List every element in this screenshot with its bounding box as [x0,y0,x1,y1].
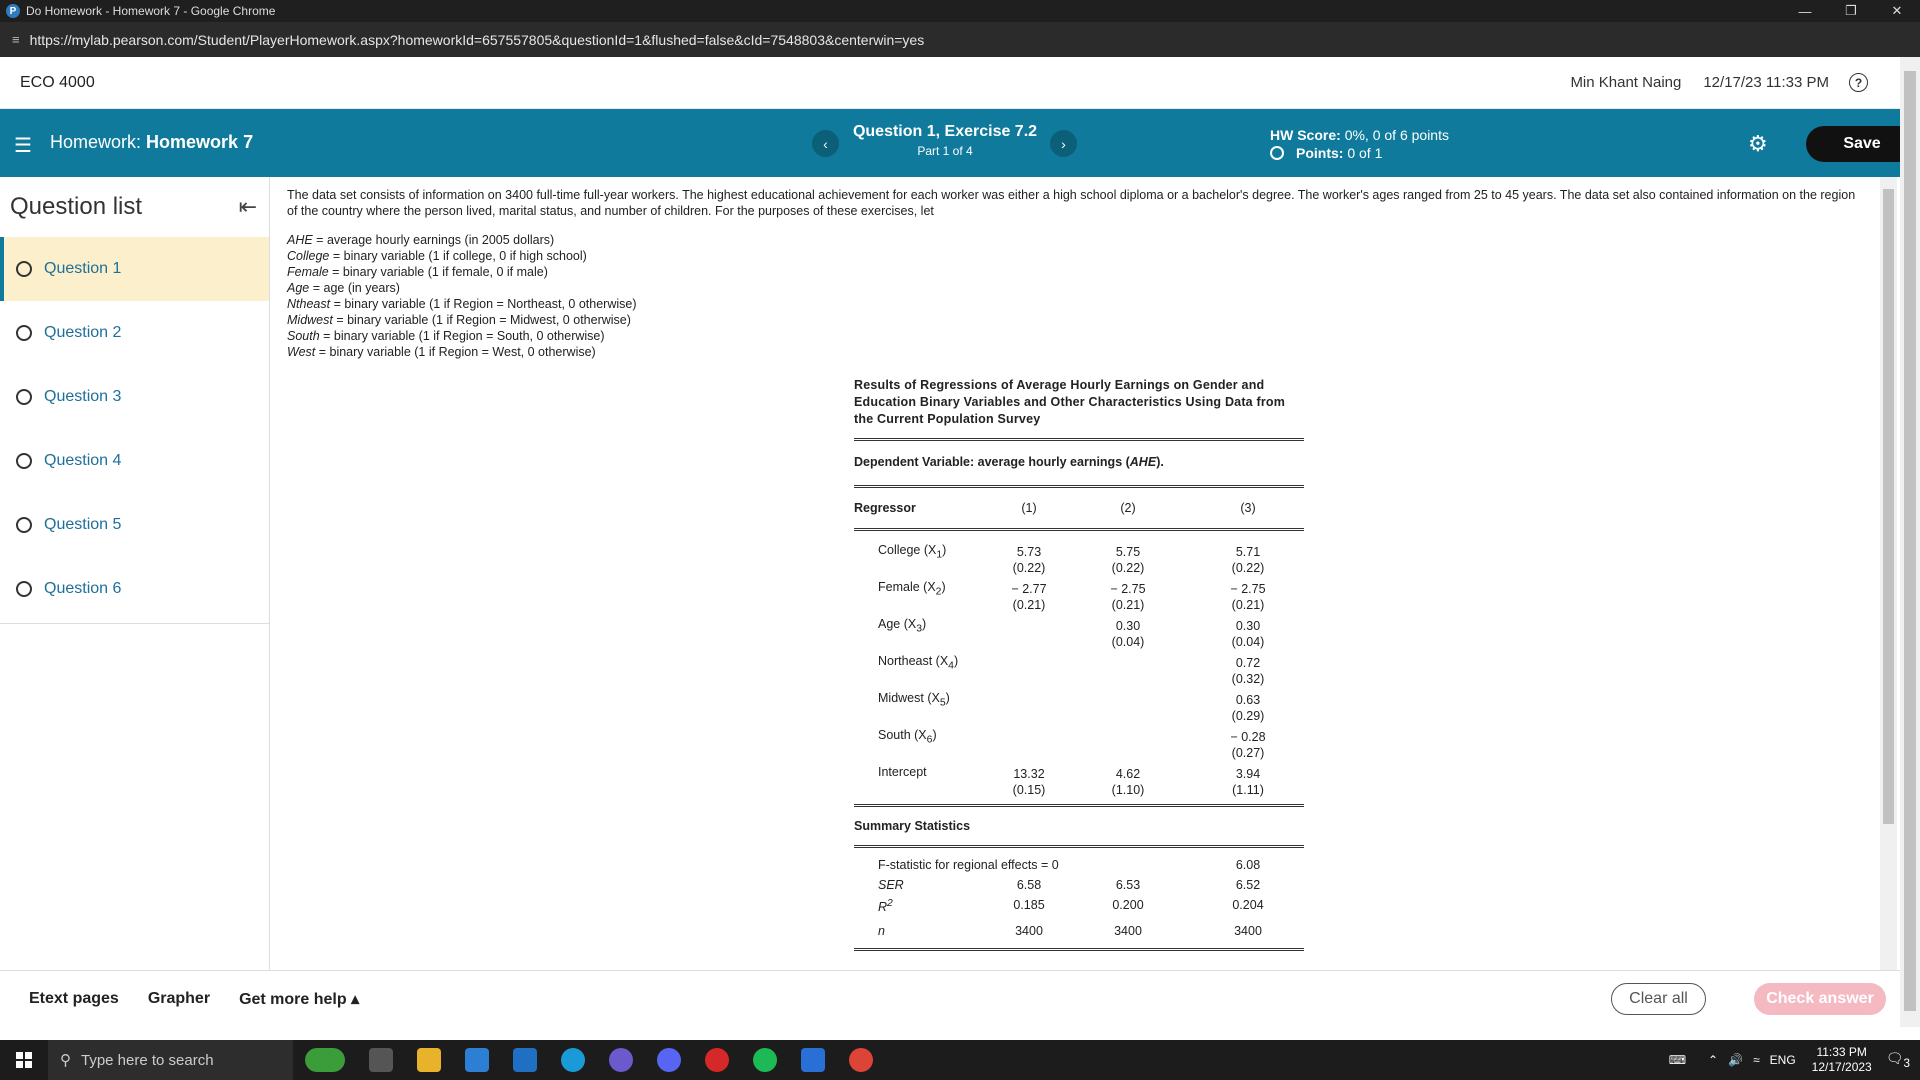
chrome-icon[interactable] [849,1048,873,1072]
course-name: ECO 4000 [20,73,95,91]
points-circle-icon [1270,146,1284,160]
question-content [271,177,1880,970]
sidebar-item-label: Question 2 [44,324,122,341]
table-cell: 3.94 (1.11) [1232,767,1264,797]
table-cell: − 2.75 (0.21) [1230,582,1266,612]
table-row [854,615,1304,652]
task-view-icon[interactable] [369,1048,393,1072]
notification-count: 3 [1903,1056,1910,1070]
col-header-3: (3) [1240,501,1256,515]
grapher-link[interactable]: Grapher [147,990,211,1007]
dependent-variable: Dependent Variable: average hourly earnings (AHE). [854,455,1164,469]
regressor-header: Regressor [854,501,916,515]
table-row [854,726,1304,763]
status-circle-icon [16,389,32,405]
window-title: Do Homework - Homework 7 - Google Chrome [26,4,276,18]
system-tray [1669,1040,1920,1080]
table-rule [854,948,1304,951]
summary-label: $R^2$ [878,898,893,915]
table-cell: 0.63 (0.29) [1231,693,1265,723]
bottom-toolbar [0,970,1900,1027]
watermelon-widget-icon[interactable] [305,1048,345,1072]
summary-label: F-statistic for regional effects = 0 [878,858,1059,872]
wifi-icon[interactable]: ≈ [1753,1053,1760,1067]
variable-definitions [287,232,637,360]
status-circle-icon [16,453,32,469]
table-cell: 0.30 (0.04) [1231,619,1265,649]
sidebar-item-question-3[interactable] [0,365,269,429]
browser-title-bar [0,0,1920,22]
windows-start-icon[interactable] [0,1040,48,1080]
summary-row [854,922,1304,944]
points-label: Points: [1296,145,1344,161]
table-row [854,578,1304,615]
hw-score-value: 0%, 0 of 6 points [1344,127,1449,143]
sidebar-item-question-1[interactable] [0,237,269,301]
app-header [0,57,1900,109]
language-indicator[interactable]: ENG [1769,1053,1796,1067]
summary-label: SER [878,878,904,892]
summary-cell: 0.204 [1232,898,1264,912]
notification-icon[interactable]: $🗨_3$ [1885,1050,1910,1070]
homework-bar [0,109,1900,177]
minimize-icon[interactable]: — [1798,3,1812,19]
table-title: Results of Regressions of Average Hourly Earnings on Gender and Education Binary Variables and Other Characteristics Using Data from the Current Population Survey [854,378,1286,426]
regressor-label: College $(X_1)$ [878,543,947,561]
spotify-icon[interactable] [753,1048,777,1072]
definition-row: Female = binary variable (1 if female, 0 if male) [287,265,548,279]
question-list-heading: Question list [10,193,143,220]
clear-all-button[interactable]: Clear all [1611,983,1706,1015]
regressor-label: Northeast $(X_4)$ [878,654,959,672]
summary-cell: 3400 [1234,924,1262,938]
file-explorer-icon[interactable] [417,1048,441,1072]
sidebar-item-label: Question 4 [44,452,122,469]
table-cell: 4.62 (1.10) [1111,767,1145,797]
clock-date: 12/17/2023 [1811,1060,1872,1074]
page-scrollbar[interactable] [1900,57,1920,1027]
header-datetime: 12/17/23 11:33 PM [1703,74,1829,91]
table-cell: 5.71 (0.22) [1231,545,1265,575]
windows-taskbar [0,1040,1920,1080]
definition-row: West = binary variable (1 if Region = West, 0 otherwise) [287,345,596,359]
page-scroll-thumb[interactable] [1904,71,1916,1011]
next-question-button[interactable]: › [1050,130,1077,157]
summary-cell: 6.58 [1016,878,1042,892]
clock-time: 11:33 PM [1816,1045,1867,1059]
previous-question-button[interactable]: ‹ [812,130,839,157]
col-header-2: (2) [1120,501,1136,515]
mail-icon[interactable] [513,1048,537,1072]
table-cell: − 2.77 (0.21) [1011,582,1047,612]
status-circle-icon [16,517,32,533]
regressor-label: Age $(X_3)$ [878,617,927,635]
restore-icon[interactable]: ❐ [1845,3,1857,18]
score-panel [1270,126,1449,162]
store-icon[interactable] [465,1048,489,1072]
address-bar[interactable] [0,22,1920,57]
summary-cell: 3400 [1015,924,1043,938]
menu-icon[interactable]: ☰ [14,135,32,157]
user-name[interactable]: Min Khant Naing [1570,74,1682,91]
etext-pages-link[interactable]: Etext pages [29,990,119,1007]
regressor-label: Intercept [878,765,927,779]
discord-icon[interactable] [657,1048,681,1072]
sidebar-item-question-2[interactable] [0,301,269,365]
table-cell: 5.75 (0.22) [1111,545,1145,575]
edge-icon[interactable] [561,1048,585,1072]
summary-cell: 6.52 [1235,878,1261,892]
table-cell: 0.72 (0.32) [1231,656,1265,686]
table-cell: − 2.75 (0.21) [1110,582,1146,612]
taskbar-search-box[interactable] [48,1040,293,1080]
check-answer-button[interactable]: Check answer [1754,983,1886,1015]
summary-cell: 0.185 [1013,898,1045,912]
table-row [854,652,1304,689]
regressor-rows [854,531,1304,800]
question-part: Part 1 of 4 [917,144,973,158]
sidebar-item-question-6[interactable] [0,557,269,621]
taskbar-clock[interactable] [1812,1045,1872,1075]
content-scroll-thumb[interactable] [1883,189,1894,824]
summary-row [854,876,1304,896]
sidebar-item-question-4[interactable] [0,429,269,493]
url-text[interactable]: https://mylab.pearson.com/Student/PlayerHomework.aspx?homeworkId=657557805&questionId=1&flushed=false&cId=7548803&centerwin=yes [29,31,925,48]
question-heading [845,123,1045,158]
status-circle-icon [16,581,32,597]
question-list-sidebar [0,177,270,970]
summary-cell: 6.53 [1115,878,1141,892]
question-intro: The data set consists of information on 3400 full-time full-year workers. The highest educational achievement for each worker was either a high school diploma or a bachelor's degree. The worker's ages ranged from 25 to 45 years. The data set also contained information on the region of the country where the person lived, marital status, and number of children. For the purposes of these exercises, let [287,188,1856,218]
col-header-1: (1) [1021,501,1037,515]
summary-rows [854,848,1304,944]
site-info-icon[interactable]: ≡ [12,32,20,47]
summary-cell: 0.200 [1112,898,1144,912]
hw-score-label: HW Score: [1270,127,1341,143]
table-row [854,689,1304,726]
settings-gear-icon[interactable]: ⚙ [1748,131,1768,156]
question-title: Question 1, Exercise 7.2 [852,123,1038,140]
homework-name: Homework 7 [146,132,254,152]
content-scrollbar[interactable] [1880,177,1897,970]
search-placeholder: Type here to search [81,1051,214,1069]
homework-title [50,132,253,153]
definition-row: AHE = average hourly earnings (in 2005 dollars) [287,233,555,247]
collapse-sidebar-icon[interactable]: ⇤ [238,194,257,219]
copilot-icon[interactable] [609,1048,633,1072]
sidebar-item-label: Question 1 [44,260,122,277]
summary-cell: 6.08 [1235,858,1261,872]
table-cell: − 0.28 (0.27) [1230,730,1266,760]
summary-row [854,896,1304,922]
table-cell: 5.73 (0.22) [1012,545,1046,575]
summary-row [854,856,1304,876]
app-red-icon[interactable] [705,1048,729,1072]
regressor-label: South $(X_6)$ [878,728,937,746]
close-icon[interactable]: ✕ [1891,3,1903,18]
definition-row: Age = age (in years) [287,281,400,295]
save-button[interactable]: Save [1806,126,1918,162]
chevron-up-icon[interactable]: ⌃ [1708,1053,1719,1067]
search-icon: ⚲ [60,1052,71,1069]
table-cell: 13.32 (0.15) [1012,767,1046,797]
status-circle-icon [16,261,32,277]
summary-label: n [878,924,885,938]
points-value: 0 of 1 [1347,145,1383,161]
status-circle-icon [16,325,32,341]
regressor-label: Midwest $(X_5)$ [878,691,950,709]
sidebar-item-question-5[interactable] [0,493,269,557]
definition-row: South = binary variable (1 if Region = South, 0 otherwise) [287,329,605,343]
security-shield-icon[interactable] [801,1048,825,1072]
definition-row: Midwest = binary variable (1 if Region = Midwest, 0 otherwise) [287,313,631,327]
sidebar-item-label: Question 5 [44,516,122,533]
table-row [854,541,1304,578]
definition-row: Ntheast = binary variable (1 if Region = Northeast, 0 otherwise) [287,297,637,311]
keyboard-icon[interactable]: ⌨ [1668,1053,1687,1067]
table-row [854,763,1304,800]
get-more-help-link[interactable]: Get more help ▴ [239,991,360,1008]
sidebar-item-label: Question 6 [44,580,122,597]
definition-row: College = binary variable (1 if college, 0 if high school) [287,249,587,263]
regressor-label: Female $(X_2)$ [878,580,946,598]
sidebar-item-label: Question 3 [44,388,122,405]
regression-table [854,377,1304,951]
homework-label: Homework: [50,132,142,152]
table-header-row [854,488,1304,528]
help-icon[interactable]: ? [1849,73,1868,92]
summary-header: Summary Statistics [854,819,971,833]
volume-icon[interactable]: 🔊 [1728,1053,1744,1067]
summary-cell: 3400 [1114,924,1142,938]
pearson-favicon-icon: P [6,4,20,18]
sidebar-divider [0,623,269,624]
table-cell: 0.30 (0.04) [1111,619,1145,649]
